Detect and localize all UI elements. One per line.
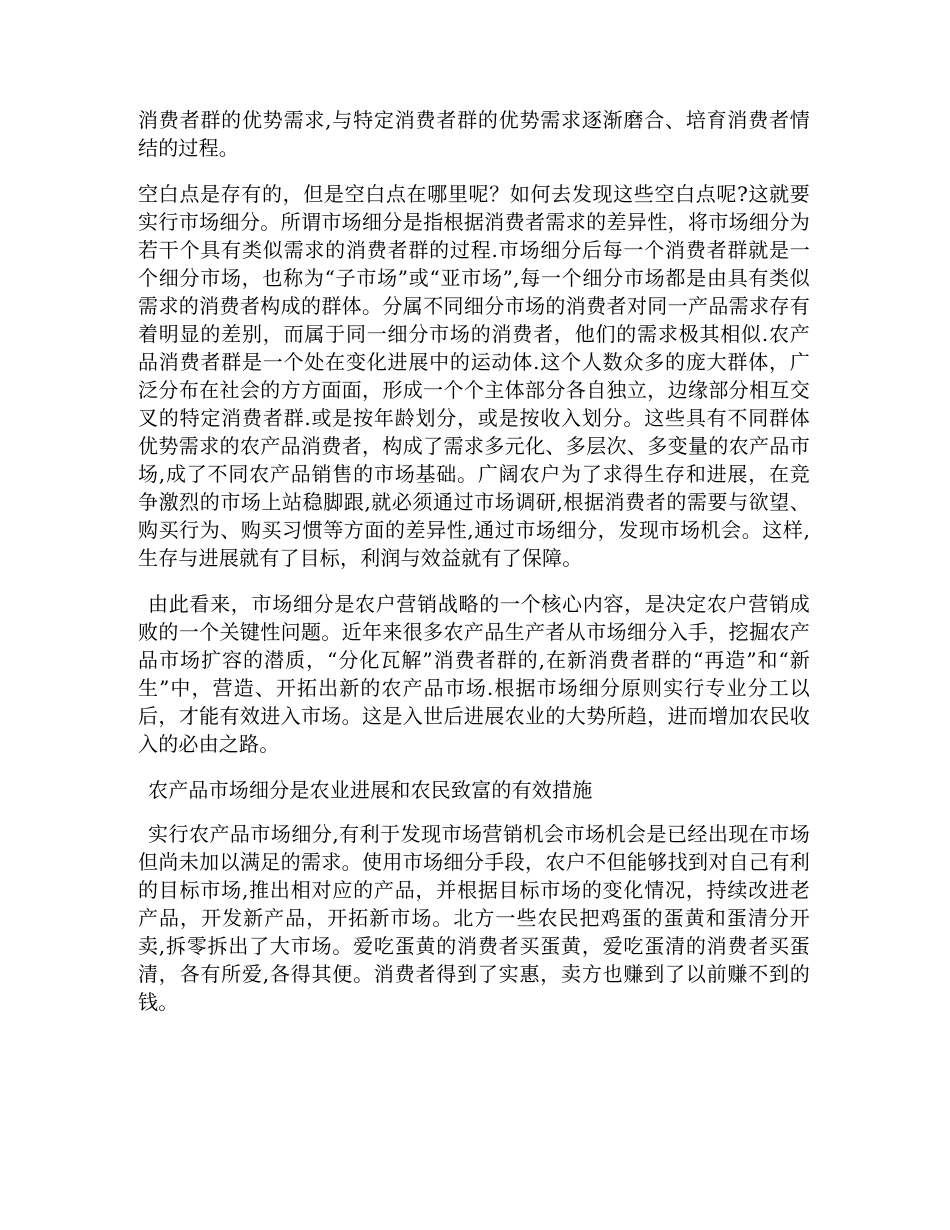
paragraph-segmentation-benefits: 实行农产品市场细分,有利于发现市场营销机会市场机会是已经出现在市场但尚未加以满足的需求。使用市场细分手段，农户不但能够找到对自己有利的目标市场,推出相对应的产品，并根据目标市场的变化情况，持续改进老产品，开发新产品，开拓新市场。北方一些农民把鸡蛋的蛋黄和蛋清分开卖,拆零拆出了大市场。爱吃蛋黄的消费者买蛋黄，爱吃蛋清的消费者买蛋清，各有所爱,各得其便。消费者得到了实惠，卖方也赚到了以前赚不到的钱。 xyxy=(138,822,810,1014)
paragraph-market-segmentation-intro: 空白点是存有的，但是空白点在哪里呢？如何去发现这些空白点呢?这就要实行市场细分。所谓市场细分是指根据消费者需求的差异性，将市场细分为若干个具有类似需求的消费者群的过程.市场细分后每一个消费者群就是一个细分市场，也称为“子市场”或“亚市场”,每一个细分市场都是由具有类似需求的消费者构成的群体。分属不同细分市场的消费者对同一产品需求存有着明显的差别，而属于同一细分市场的消费者，他们的需求极其相似.农产品消费者群是一个处在变化进展中的运动体.这个人数众多的庞大群体，广泛分布在社会的方方面面，形成一个个主体部分各自独立，边缘部分相互交叉的特定消费者群.或是按年龄划分，或是按收入划分。这些具有不同群体优势需求的农产品消费者，构成了需求多元化、多层次、多变量的农产品市场,成了不同农产品销售的市场基础。广阔农户为了求得生存和进展，在竞争激烈的市场上站稳脚跟,就必须通过市场调研,根据消费者的需要与欲望、购买行为、购买习惯等方面的差异性,通过市场细分，发现市场机会。这样,生存与进展就有了目标，利润与效益就有了保障。 xyxy=(138,182,810,570)
document-page xyxy=(138,106,810,1034)
paragraph-segmentation-core: 由此看来，市场细分是农户营销战略的一个核心内容，是决定农户营销成败的一个关键性问题。近年来很多农产品生产者从市场细分入手，挖掘农产品市场扩容的潜质，“分化瓦解”消费者群的,在新消费者群的“再造”和“新生”中，营造、开拓出新的农产品市场.根据市场细分原则实行专业分工以后，才能有效进入市场。这是入世后进展农业的大势所趋，进而增加农民收入的必由之路。 xyxy=(138,592,810,756)
paragraph-continuation: 消费者群的优势需求,与特定消费者群的优势需求逐渐磨合、培育消费者情结的过程。 xyxy=(138,108,810,160)
section-heading: 农产品市场细分是农业进展和农民致富的有效措施 xyxy=(148,778,593,802)
